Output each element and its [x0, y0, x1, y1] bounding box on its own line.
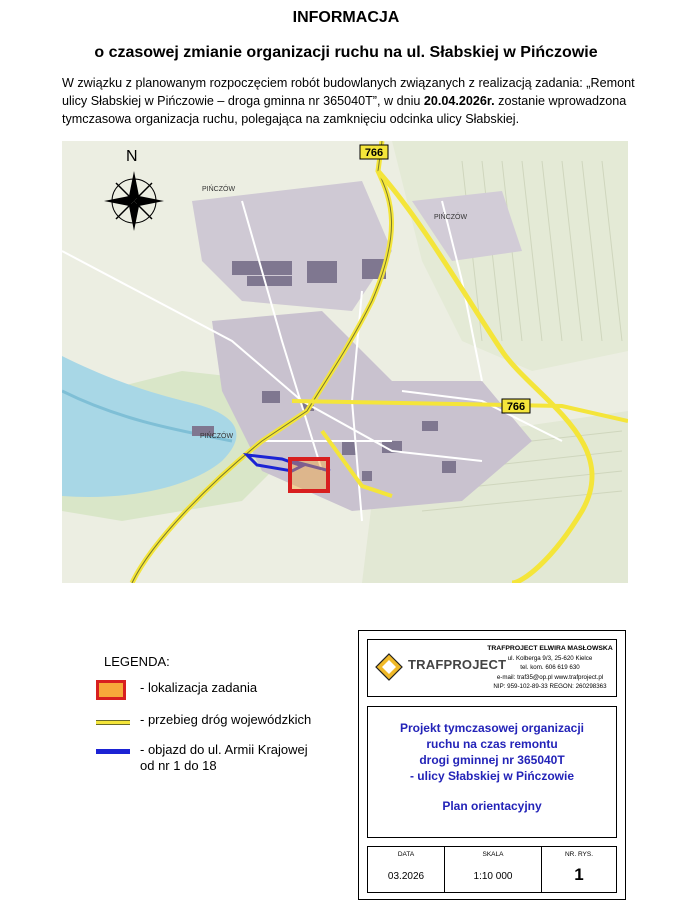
- company-phone: tel. kom. 606 619 630: [520, 664, 580, 672]
- orientation-map: [62, 141, 628, 583]
- scale-label: SKALA: [482, 851, 504, 858]
- project-line: ruchu na czas remontu: [426, 737, 558, 751]
- page-subtitle: o czasowej zmianie organizacji ruchu na ul. Słabskiej w Pińczowie: [94, 44, 598, 61]
- place-label: PIŃCZÓW: [200, 433, 234, 440]
- place-label: PIŃCZÓW: [202, 186, 236, 193]
- sheet-cell: [542, 847, 616, 892]
- company-address: ul. Kolberga 9/3, 25-620 Kielce: [507, 654, 593, 662]
- intro-line-2-post: zostanie wprowadzona: [494, 94, 627, 108]
- road-number-text: 766: [364, 147, 384, 159]
- company-name: TRAFPROJECT ELWIRA MASŁOWSKA: [487, 645, 613, 652]
- intro-line-1: W związku z planowanym rozpoczęciem robót budowlanych związanych z realizacją zadania: „Remont: [62, 76, 635, 90]
- legend-item-road: [96, 712, 311, 732]
- scale-value: 1:10 000: [473, 871, 513, 882]
- legend-title: LEGENDA:: [104, 654, 170, 669]
- scale-cell: [445, 847, 541, 892]
- intro-line-3: tymczasowa organizacja ruchu, polegająca na zamknięciu odcinka ulicy Słabskiej.: [62, 112, 520, 126]
- date-label: DATA: [397, 851, 415, 858]
- detour-symbol: [96, 749, 130, 754]
- project-line: drogi gminnej nr 365040T: [419, 753, 565, 767]
- project-line: Plan orientacyjny: [442, 799, 542, 813]
- project-line: Projekt tymczasowej organizacji: [399, 721, 585, 735]
- company-ids: NIP: 959-102-89-33 REGON: 260298363: [493, 683, 607, 691]
- title-block: [358, 630, 626, 900]
- intro-paragraph: [62, 74, 662, 128]
- info-table: [367, 846, 617, 893]
- date-cell: [368, 847, 444, 892]
- sheet-label: NR. RYS.: [564, 851, 594, 858]
- site-symbol: [96, 680, 126, 700]
- legend-label: - lokalizacja zadania: [140, 680, 258, 695]
- legend-item-detour: [96, 742, 308, 774]
- task-site: [290, 459, 328, 491]
- place-label: PIŃCZÓW: [434, 214, 468, 221]
- legend-item-site: [96, 680, 257, 700]
- date-value: 03.2026: [387, 871, 425, 882]
- company-box: [367, 639, 617, 697]
- road-number-label: [502, 399, 530, 413]
- road-number-label: [360, 145, 388, 159]
- road-symbol: [96, 720, 130, 725]
- sheet-value: 1: [574, 865, 584, 884]
- project-box: [367, 706, 617, 838]
- road-number-text: 766: [506, 401, 526, 413]
- legend-label-2: od nr 1 do 18: [140, 758, 217, 773]
- intro-line-2-pre: ulicy Słabskiej w Pińczowie – droga gminna nr 365040T”, w dniu: [62, 94, 424, 108]
- north-label: N: [126, 148, 138, 165]
- project-line: - ulicy Słabskiej w Pińczowie: [409, 769, 575, 783]
- intro-date: 20.04.2026r.: [423, 94, 495, 108]
- company-contact: e-mail: traf35@op.pl www.trafproject.pl: [496, 673, 604, 681]
- legend-label: - przebieg dróg wojewódzkich: [140, 712, 312, 727]
- page-title: INFORMACJA: [292, 9, 400, 26]
- intro-line-2: [62, 92, 662, 110]
- legend-label: - objazd do ul. Armii Krajowej: [140, 742, 308, 757]
- logo-text: TRAFPROJECT: [408, 657, 507, 672]
- company-details: [486, 644, 614, 692]
